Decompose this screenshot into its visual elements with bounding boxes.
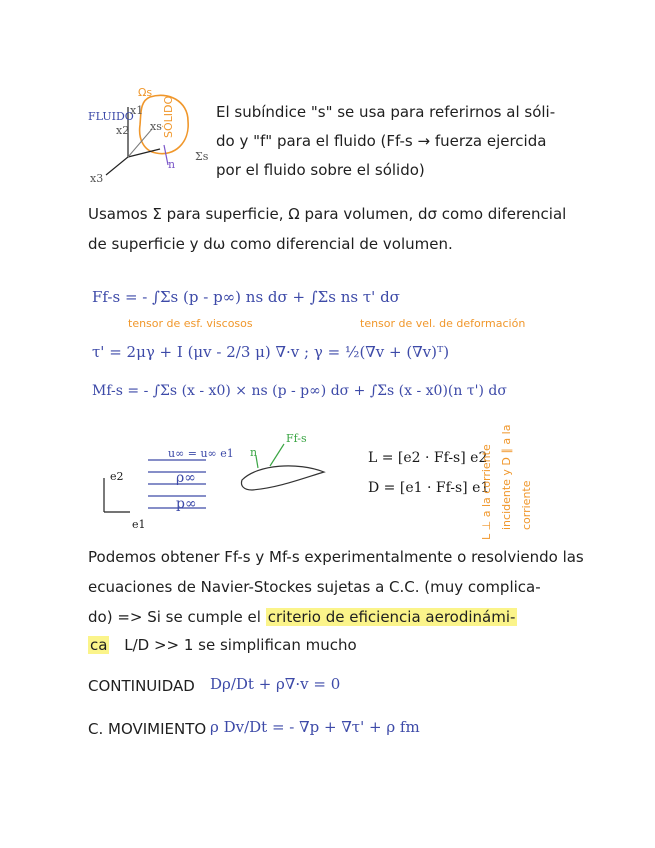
paragraph-line-3 <box>88 608 517 626</box>
momentum-label: C. MOVIMIENTO <box>88 720 207 738</box>
intro-line-1: El subíndice "s" se usa para referirnos al sóli- <box>216 103 556 121</box>
deformation-tensor-note: tensor de vel. de deformación <box>360 317 526 330</box>
intro-line-3: por el fluido sobre el sólido) <box>216 161 425 179</box>
paragraph-line-3a: do) => Si se cumple el <box>88 608 261 626</box>
notation-line-1: Usamos Σ para superficie, Ω para volumen, dσ como diferencial <box>88 205 567 223</box>
x3-label: x3 <box>90 172 104 185</box>
side-note-2: incidente y D ∥ a la <box>500 424 513 530</box>
rho-inf-label: ρ∞ <box>176 470 196 486</box>
paragraph-line-1: Podemos obtener Ff-s y Mf-s experimentalmente o resolviendo las <box>88 548 584 566</box>
continuity-equation: Dρ/Dt + ρ∇·v = 0 <box>210 675 341 693</box>
side-note-1: L ⊥ a la corriente <box>480 444 493 540</box>
e2-label: e2 <box>110 470 124 483</box>
x2-label: x2 <box>116 124 130 137</box>
aero-efficiency-highlight-cont: ca <box>90 636 108 654</box>
moment-equation: Mf-s = - ∫Σs (x - x0) × ns (p - p∞) dσ + ∫Σs (x - x0)(n τ') dσ <box>92 383 507 399</box>
intro-line-2: do y "f" para el fluido (Ff-s → fuerza ejercida <box>216 132 547 150</box>
sigma-label: Σs <box>195 150 209 163</box>
aero-efficiency-highlight: criterio de eficiencia aerodinámi- <box>267 608 516 626</box>
solid-label: SÓLIDO <box>162 95 175 138</box>
notation-line-2: de superficie y dω como diferencial de volumen. <box>88 235 453 253</box>
e1-label: e1 <box>132 518 146 531</box>
continuity-label: CONTINUIDAD <box>88 677 195 695</box>
lift-equation: L = [e2 · Ff-s] e2 <box>368 450 488 466</box>
paragraph-line-4b: L/D >> 1 se simplifican mucho <box>124 636 357 654</box>
x1-label: x1 <box>130 104 144 117</box>
side-note-3: corriente <box>520 480 533 530</box>
normal-vector-label: n <box>250 446 258 459</box>
normal-label: n <box>168 158 176 171</box>
momentum-equation: ρ Dv/Dt = - ∇p + ∇τ' + ρ fm <box>210 718 420 736</box>
paragraph-line-4 <box>88 636 357 654</box>
axes-and-body-sketch <box>88 85 210 185</box>
fluid-label: FLUIDO <box>88 110 134 123</box>
p-inf-label: p∞ <box>176 496 197 512</box>
drag-equation: D = [e1 · Ff-s] e1 <box>368 480 490 496</box>
viscous-tensor-note: tensor de esf. viscosos <box>128 317 253 330</box>
force-vector-label: Ff-s <box>286 432 307 445</box>
paragraph-line-2: ecuaciones de Navier-Stockes sujetas a C.C. (muy complica- <box>88 578 541 596</box>
u-inf-label: u∞ = u∞ e1 <box>168 447 234 460</box>
force-equation: Ff-s = - ∫Σs (p - p∞) ns dσ + ∫Σs ns τ' dσ <box>92 288 400 306</box>
tau-equation: τ' = 2μγ + I (μv - 2/3 μ) ∇·v ; γ = ½(∇v + (∇v)ᵀ) <box>92 343 450 361</box>
xs-label: xs <box>150 120 162 133</box>
omega-label: Ωs <box>138 86 153 99</box>
